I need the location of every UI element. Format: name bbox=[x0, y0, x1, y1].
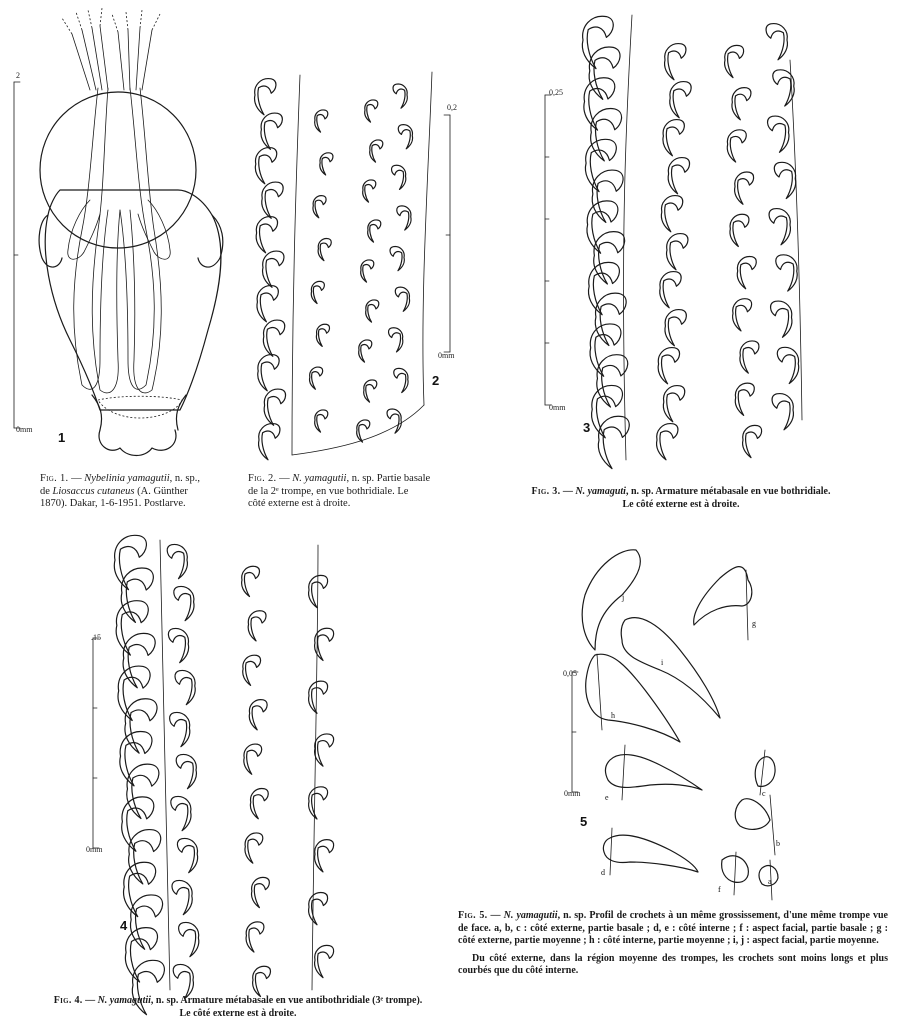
figure-5-caption-species: N. yamagutii bbox=[503, 910, 558, 921]
figure-4-scale-bar bbox=[86, 633, 103, 854]
figure-2-hook bbox=[315, 410, 328, 432]
figure-2-hook bbox=[390, 247, 404, 271]
figure-2-caption: Fig. 2. — N. yamagutii, n. sp. Partie basale de la 2ᵉ trompe, en vue bothridiale. Le côté externe est à droite. bbox=[248, 473, 431, 509]
figure-3-hook bbox=[663, 120, 684, 156]
figure-4-hook bbox=[309, 893, 328, 925]
figure-2-hook bbox=[263, 251, 284, 287]
figure-4-hook bbox=[309, 787, 328, 819]
figure-2-number: 2 bbox=[432, 373, 440, 388]
figure-2-caption-species: N. yamagutii bbox=[292, 473, 347, 484]
figure-2-hook bbox=[363, 180, 376, 202]
figure-4-hook bbox=[315, 840, 334, 872]
figure-4-hook bbox=[179, 922, 199, 956]
figure-4-hook bbox=[168, 628, 188, 662]
figure-3-hook bbox=[773, 70, 794, 106]
figure-2-hook bbox=[264, 389, 285, 425]
figure-3-hook bbox=[667, 234, 688, 270]
figure-4-scale-top: .15 bbox=[91, 633, 101, 642]
figure-2-hook bbox=[261, 113, 282, 149]
figure-4-hook bbox=[246, 922, 264, 952]
figure-2-hook bbox=[398, 125, 412, 149]
figure-5-caption-note: Du côté externe, dans la région moyenne des trompes, les crochets sont moins longs et plus courbés que du côté interne. bbox=[458, 952, 888, 976]
figure-1-caption-line2-prefix: de bbox=[40, 485, 53, 497]
figure-3-hook bbox=[772, 394, 793, 430]
figure-3-hook bbox=[598, 416, 629, 468]
figure-3-hook bbox=[743, 425, 762, 457]
figure-3-number: 3 bbox=[583, 420, 591, 435]
figure-1-caption-label: Fig. 1. bbox=[40, 473, 69, 484]
figure-4-caption-label: Fig. 4. bbox=[53, 995, 83, 1006]
figure-4-hook bbox=[245, 833, 263, 863]
figure-2-hook bbox=[257, 286, 278, 322]
figure-3-hook bbox=[776, 255, 797, 291]
figure-3-caption-text: , n. sp. Armature métabasale en vue bothridiale. bbox=[625, 486, 831, 497]
figure-2-hook bbox=[313, 196, 326, 218]
figure-1-caption-line3: 1870). Dakar, 1-6-1951. Postlarve. bbox=[40, 498, 186, 509]
hook-label-i: i bbox=[661, 658, 664, 667]
figure-4-hook bbox=[244, 744, 262, 774]
figure-5-scale-bottom: 0mm bbox=[564, 789, 581, 798]
figure-2-hook bbox=[318, 239, 331, 261]
figure-2-caption-text: , n. sp. Partie basale bbox=[346, 473, 431, 484]
figure-5-hook-labels bbox=[601, 593, 780, 894]
figure-2-hook bbox=[256, 217, 277, 253]
figure-3-hook bbox=[733, 299, 752, 331]
figure-3-caption-label: Fig. 3. bbox=[531, 486, 561, 497]
figure-2-hook bbox=[397, 206, 411, 230]
figure-1-caption-species: Nybelinia yamagutii bbox=[84, 473, 170, 484]
figure-3-hook bbox=[769, 209, 790, 245]
figure-3-hook bbox=[668, 158, 689, 194]
figure-3-hook bbox=[663, 386, 684, 422]
figure-3-drawing bbox=[545, 15, 802, 469]
figure-2-hook bbox=[255, 79, 276, 115]
figure-4-hook bbox=[249, 700, 267, 730]
hook-label-c: c bbox=[762, 789, 766, 798]
figure-3-hook bbox=[658, 348, 679, 384]
figure-3-scale-bar bbox=[545, 88, 566, 412]
figure-1-scale-bar bbox=[14, 71, 33, 434]
figure-3-hook bbox=[771, 301, 792, 337]
figure-5-number: 5 bbox=[580, 814, 588, 829]
hook-label-g: g bbox=[752, 619, 756, 628]
figure-2-hook bbox=[368, 220, 381, 242]
figure-4-hook bbox=[170, 712, 190, 746]
figure-5-caption: Fig. 5. — N. yamagutii, n. sp. Profil de crochets à un même grossissement, d'une même trompe vue de face. a, b, c : côté externe, partie basale ; d, e : côté interne ; f : aspect facial, partie basale ; g : côté externe, partie moyenne ; h : côté interne, partie moyenne ; i, j : aspect facial, partie moyenne. Du côté externe, dans la région moyenne des trompes, les crochets sont moins longs et plus courbés que du côté interne. bbox=[458, 910, 889, 976]
figure-1-scale-top: 2 bbox=[16, 71, 20, 80]
figure-4-hook bbox=[173, 964, 193, 998]
figure-1-caption-text: , n. sp., bbox=[169, 473, 200, 484]
figure-2-scale-top: 0,2 bbox=[447, 103, 457, 112]
figure-3-hook bbox=[657, 424, 678, 460]
figure-2-hook bbox=[259, 424, 280, 460]
figure-4-scale-bottom: 0mm bbox=[86, 845, 103, 854]
figure-4-hook bbox=[172, 880, 192, 914]
figure-1-number: 1 bbox=[58, 430, 66, 445]
figure-2-hook bbox=[258, 355, 279, 391]
figure-4-hook bbox=[315, 945, 334, 977]
figure-2-hook bbox=[316, 324, 329, 346]
figure-2-hook bbox=[366, 300, 379, 322]
figure-3-hook bbox=[735, 172, 754, 204]
figure-2-hook bbox=[310, 367, 323, 389]
figure-2-caption-label: Fig. 2. bbox=[248, 473, 277, 484]
figure-3-caption-line2: Le côté externe est à droite. bbox=[622, 498, 740, 510]
figure-1-drawing bbox=[14, 8, 223, 456]
hook-label-d: d bbox=[601, 868, 605, 877]
figure-1-caption-line2-suffix: (A. Günther bbox=[134, 485, 188, 497]
figure-2-hook bbox=[263, 320, 284, 356]
figure-4-hook bbox=[242, 566, 260, 596]
hook-label-h: h bbox=[611, 711, 615, 720]
figure-4-hook bbox=[315, 628, 334, 660]
figure-2-caption-line3: côté externe est à droite. bbox=[248, 498, 351, 509]
figure-4-hook bbox=[243, 655, 261, 685]
figure-3-scale-top: 0,25 bbox=[549, 88, 563, 97]
figure-2-scale-bar bbox=[438, 103, 457, 360]
figure-4-hook bbox=[309, 681, 328, 713]
figure-1-caption: Fig. 1. — Nybelinia yamagutii, n. sp., de Liosaccus cutaneus (A. Günther 1870). Dakar, 1-6-1951. Postlarve. bbox=[40, 473, 200, 509]
figure-2-hook bbox=[262, 182, 283, 218]
figure-3-hook bbox=[660, 272, 681, 308]
figure-4-caption-text: , n. sp. Armature métabasale en vue antibothridiale (3ᵉ trompe). bbox=[150, 995, 423, 1006]
figure-5-scale-bar bbox=[563, 669, 581, 798]
figure-2-caption-line2: de la 2ᵉ trompe, en vue bothridiale. Le bbox=[248, 485, 409, 497]
figure-2-scale-bottom: 0mm bbox=[438, 351, 455, 360]
figure-3-hook bbox=[737, 257, 756, 289]
hook-label-a: a bbox=[768, 877, 772, 886]
figure-1-caption-host: Liosaccus cutaneus bbox=[52, 485, 135, 497]
figure-4-hook bbox=[177, 838, 197, 872]
figure-3-hook bbox=[730, 214, 749, 246]
figure-2-drawing bbox=[255, 72, 457, 460]
figure-2-hook bbox=[359, 340, 372, 362]
figure-4-hook bbox=[175, 670, 195, 704]
figure-4-number: 4 bbox=[120, 918, 128, 933]
figure-3-hook bbox=[768, 116, 789, 152]
figure-3-scale-bottom: 0mm bbox=[549, 403, 566, 412]
figure-4-hook bbox=[171, 796, 191, 830]
figure-2-hook bbox=[389, 328, 403, 352]
figure-2-hook bbox=[392, 165, 406, 189]
figure-2-hook bbox=[365, 100, 378, 122]
figure-3-hook bbox=[774, 162, 795, 198]
figure-3-hook bbox=[777, 347, 798, 383]
figure-5-scale-top: 0,05 bbox=[563, 669, 577, 678]
figure-3-hook bbox=[727, 130, 746, 162]
figure-4-hook bbox=[250, 789, 268, 819]
figure-4-hook bbox=[252, 877, 270, 907]
figure-3-caption: Fig. 3. — N. yamaguti, n. sp. Armature métabasale en vue bothridiale. Le côté externe est à droite. bbox=[531, 486, 831, 510]
figure-4-hook bbox=[176, 754, 196, 788]
figure-2-hook bbox=[315, 110, 328, 132]
hook-label-j: j bbox=[622, 593, 625, 602]
figure-2-hook bbox=[361, 260, 374, 282]
hook-label-b: b bbox=[776, 839, 780, 848]
figure-4-hook bbox=[315, 734, 334, 766]
figure-2-hook bbox=[255, 148, 276, 184]
figure-2-hook bbox=[393, 84, 407, 108]
figure-4-hook bbox=[253, 966, 271, 996]
figure-3-hook bbox=[732, 88, 751, 120]
figure-3-hook bbox=[766, 24, 787, 60]
figure-4-caption: Fig. 4. — N. yamagutii, n. sp. Armature métabasale en vue antibothridiale (3ᵉ trompe). Le côté externe est à droite. bbox=[53, 995, 423, 1019]
figure-3-hook bbox=[661, 196, 682, 232]
figure-3-hook bbox=[725, 45, 744, 77]
figure-3-hook bbox=[665, 44, 686, 80]
figure-1-scale-bottom: 0mm bbox=[16, 425, 33, 434]
figure-3-hook bbox=[665, 310, 686, 346]
figure-4-hook bbox=[248, 611, 266, 641]
figure-5-drawing bbox=[563, 550, 780, 900]
figure-4-hook bbox=[167, 544, 187, 578]
figure-2-hook bbox=[320, 153, 333, 175]
figure-3-hook bbox=[740, 341, 759, 373]
figure-4-caption-line2: Le côté externe est à droite. bbox=[179, 1007, 297, 1019]
figure-2-hook bbox=[364, 380, 377, 402]
figure-3-caption-species: N. yamaguti bbox=[575, 486, 626, 497]
figure-2-hook bbox=[394, 368, 408, 392]
figure-5-caption-text: , n. sp. Profil de crochets à un même grossissement, d'une même trompe vue de face. bbox=[458, 910, 888, 934]
hook-label-f: f bbox=[718, 885, 721, 894]
figure-3-hook bbox=[670, 82, 691, 118]
figure-5-caption-label: Fig. 5. bbox=[458, 910, 488, 921]
hook-label-e: e bbox=[605, 793, 609, 802]
figure-2-hook bbox=[311, 281, 324, 303]
figure-4-drawing bbox=[86, 535, 334, 1014]
figure-5-caption-legend: a, b, c : côté externe, partie basale ; d, e : côté interne ; f : aspect facial, partie basale ; g : côté externe, partie moyenne ; h : côté interne, partie moyenne ; i, j : aspect facial, partie moyenne. bbox=[458, 922, 889, 946]
figure-4-caption-species: N. yamagutii bbox=[97, 995, 151, 1006]
figure-4-hook bbox=[174, 586, 194, 620]
figure-2-hook bbox=[370, 140, 383, 162]
figure-2-hook bbox=[395, 287, 409, 311]
figure-3-hook bbox=[735, 383, 754, 415]
